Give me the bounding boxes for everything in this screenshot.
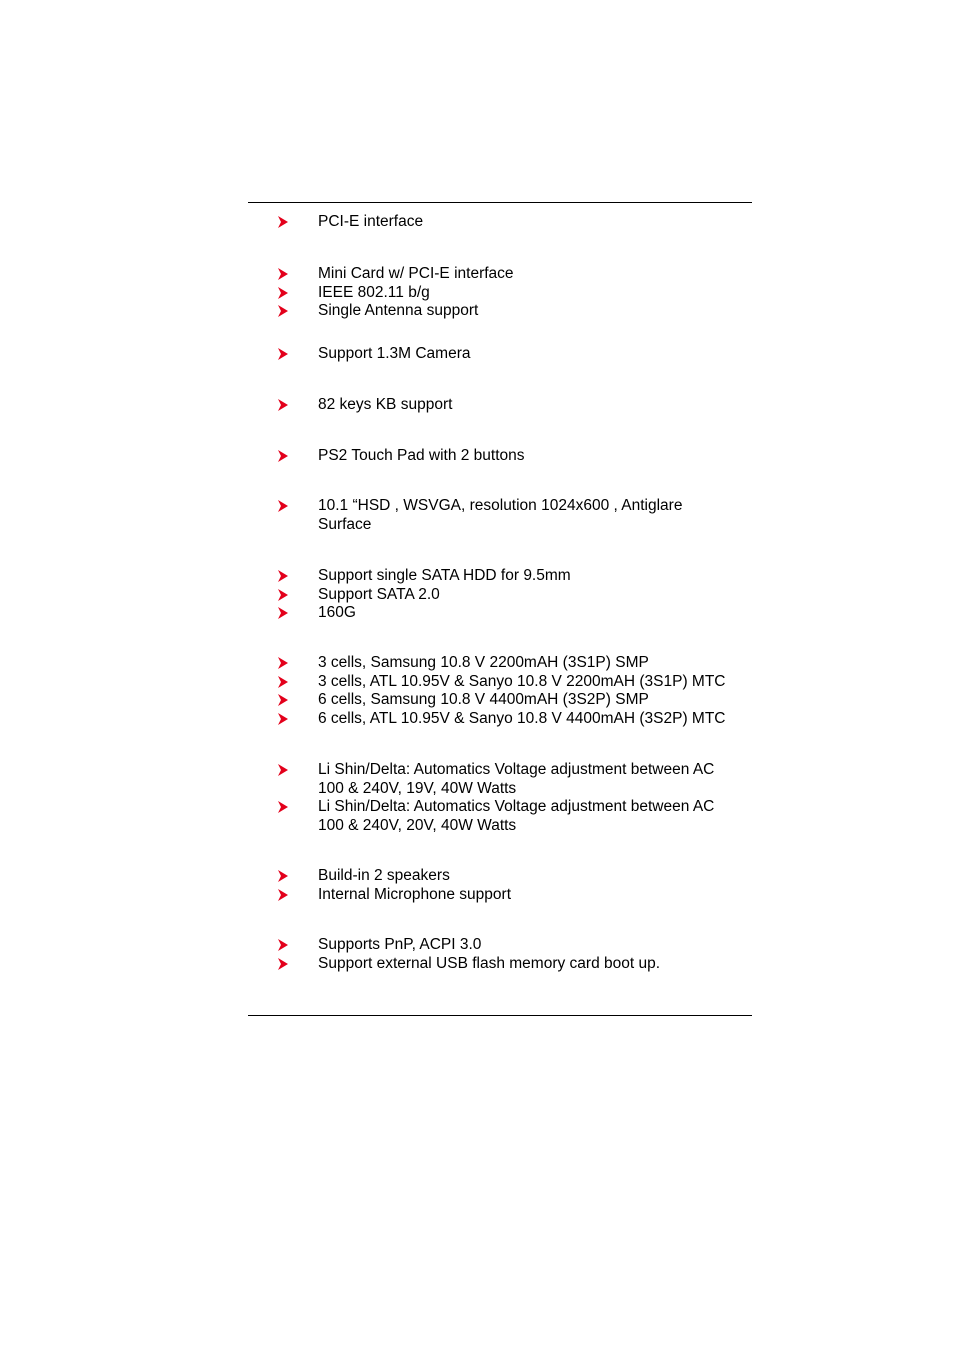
arrowhead-bullet-icon: [277, 694, 291, 706]
list-item-text: 6 cells, ATL 10.95V & Sanyo 10.8 V 4400mAH (3S2P) MTC: [318, 709, 726, 727]
arrowhead-bullet-icon: [277, 764, 291, 776]
list-item-text: Support SATA 2.0: [318, 585, 440, 603]
list-item: [0, 761, 954, 798]
list-item: [0, 936, 954, 955]
list-item: [0, 213, 954, 232]
arrowhead-bullet-icon: [277, 801, 291, 813]
list-item: [0, 586, 954, 605]
arrowhead-bullet-icon: [277, 589, 291, 601]
list-item-text: PS2 Touch Pad with 2 buttons: [318, 447, 525, 464]
group-hdd: [0, 567, 954, 623]
group-bios: [0, 936, 954, 973]
arrowhead-bullet-icon: [277, 450, 291, 462]
group-pcie: [0, 213, 954, 232]
arrowhead-bullet-icon: [277, 958, 291, 970]
arrowhead-bullet-icon: [277, 305, 291, 317]
list-item: [0, 654, 954, 673]
list-item-text: Internal Microphone support: [318, 885, 512, 903]
list-item-text: 6 cells, Samsung 10.8 V 4400mAH (3S2P) SMP: [318, 691, 649, 708]
list-item-text: Mini Card w/ PCI-E interface: [318, 265, 514, 282]
arrowhead-bullet-icon: [277, 348, 291, 360]
arrowhead-bullet-icon: [277, 268, 291, 280]
list-item: [0, 710, 954, 729]
list-item: [0, 691, 954, 710]
group-display: [0, 497, 954, 534]
list-item: [0, 673, 954, 692]
list-item: [0, 886, 954, 905]
list-item-text: Li Shin/Delta: Automatics Voltage adjustment between AC 100 & 240V, 19V, 40W Watts: [318, 761, 715, 797]
list-item-text: Support single SATA HDD for 9.5mm: [318, 567, 571, 584]
arrowhead-bullet-icon: [277, 570, 291, 582]
list-item-text: 160G: [318, 604, 356, 621]
list-item: [0, 867, 954, 886]
list-item: [0, 497, 954, 534]
list-item-text: Single Antenna support: [318, 302, 479, 319]
group-camera: [0, 345, 954, 364]
list-item-text: 3 cells, ATL 10.95V & Sanyo 10.8 V 2200mAH (3S1P) MTC: [318, 672, 726, 690]
list-item: [0, 955, 954, 974]
arrowhead-bullet-icon: [277, 657, 291, 669]
list-item-text: IEEE 802.11 b/g: [318, 283, 430, 301]
list-item-text: 82 keys KB support: [318, 396, 453, 413]
list-item: [0, 567, 954, 586]
list-item-text: 3 cells, Samsung 10.8 V 2200mAH (3S1P) SMP: [318, 654, 649, 671]
list-item: [0, 265, 954, 284]
list-item-text: Support 1.3M Camera: [318, 345, 471, 362]
group-wlan: [0, 265, 954, 321]
list-item-text: Li Shin/Delta: Automatics Voltage adjustment between AC 100 & 240V, 20V, 40W Watts: [318, 798, 715, 834]
list-item-text: Supports PnP, ACPI 3.0: [318, 936, 482, 953]
list-item: [0, 447, 954, 466]
group-battery: [0, 654, 954, 728]
list-item: [0, 396, 954, 415]
arrowhead-bullet-icon: [277, 889, 291, 901]
arrowhead-bullet-icon: [277, 870, 291, 882]
group-touchpad: [0, 447, 954, 466]
list-item-text: Build-in 2 speakers: [318, 867, 450, 884]
arrowhead-bullet-icon: [277, 676, 291, 688]
group-audio: [0, 867, 954, 904]
bottom-rule: [248, 1015, 752, 1016]
list-item: [0, 302, 954, 321]
group-adapter: [0, 761, 954, 835]
arrowhead-bullet-icon: [277, 713, 291, 725]
group-keyboard: [0, 396, 954, 415]
arrowhead-bullet-icon: [277, 939, 291, 951]
list-item-text: Support external USB flash memory card boot up.: [318, 954, 661, 972]
list-item: [0, 284, 954, 303]
list-item-text: PCI-E interface: [318, 213, 424, 230]
arrowhead-bullet-icon: [277, 399, 291, 411]
list-item: [0, 798, 954, 835]
arrowhead-bullet-icon: [277, 216, 291, 228]
arrowhead-bullet-icon: [277, 287, 291, 299]
arrowhead-bullet-icon: [277, 500, 291, 512]
top-rule: [248, 202, 752, 203]
arrowhead-bullet-icon: [277, 607, 291, 619]
list-item: [0, 604, 954, 623]
list-item-text: 10.1 “HSD , WSVGA, resolution 1024x600 , Antiglare Surface: [318, 497, 683, 533]
list-item: [0, 345, 954, 364]
